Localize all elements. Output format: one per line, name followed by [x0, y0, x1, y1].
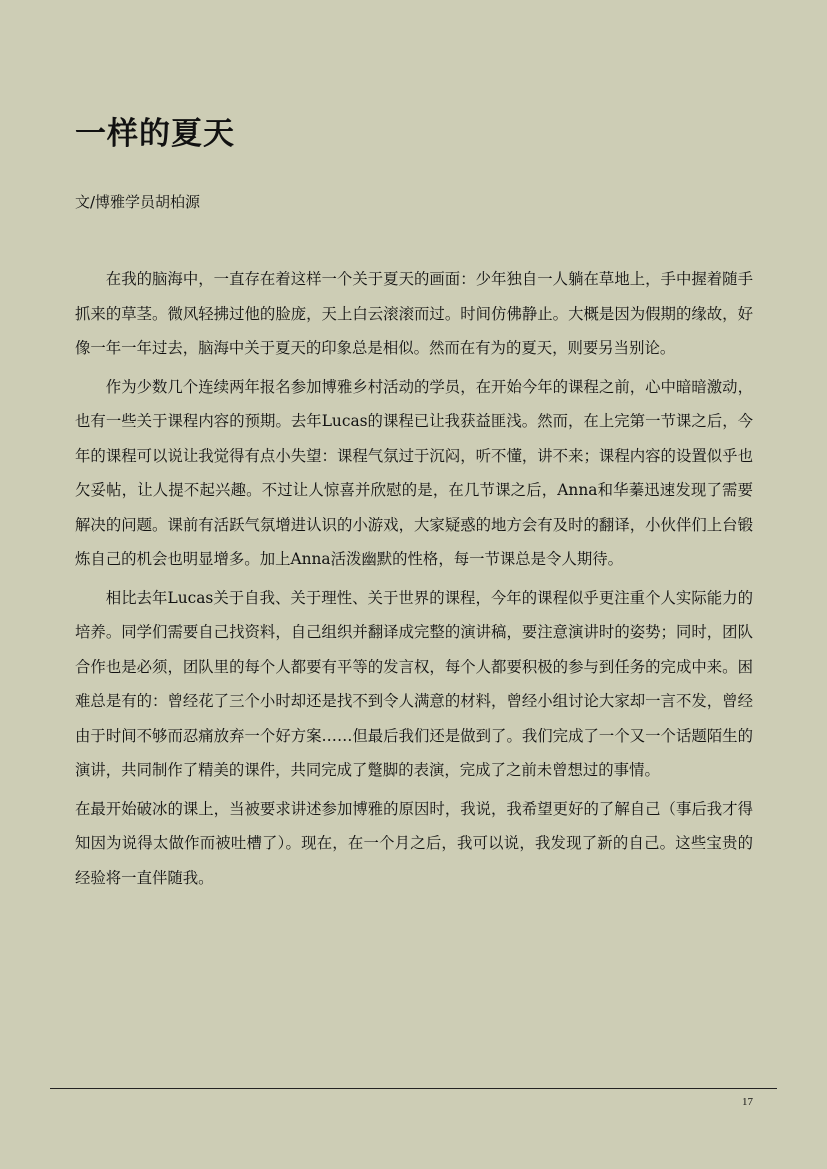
body-paragraph-3: 相比去年Lucas关于自我、关于理性、关于世界的课程，今年的课程似乎更注重个人实际能力的培养。同学们需要自己找资料，自己组织并翻译成完整的演讲稿，要注意演讲时的姿势；同时，团队合作也是必须，团队里的每个人都要有平等的发言权，每个人都要积极的参与到任务的完成中来。困难总是有的：曾经花了三个小时却还是找不到令人满意的材料，曾经小组讨论大家却一言不发，曾经由于时间不够而忍痛放弃一个好方案……但最后我们还是做到了。我们完成了一个又一个话题陌生的演讲，共同制作了精美的课件，共同完成了蹩脚的表演，完成了之前未曾想过的事情。 — [75, 588, 753, 779]
body-paragraph-2: 作为少数几个连续两年报名参加博雅乡村活动的学员，在开始今年的课程之前，心中暗暗激动，也有一些关于课程内容的预期。去年Lucas的课程已让我获益匪浅。然而，在上完第一节课之后，今年的课程可以说让我觉得有点小失望：课程气氛过于沉闷，听不懂，讲不来；课程内容的设置似乎也欠妥帖，让人提不起兴趣。不过让人惊喜并欣慰的是，在几节课之后，Anna和华蓁迅速发现了需要解决的问题。课前有活跃气氛增进认识的小游戏，大家疑惑的地方会有及时的翻译，小伙伴们上台锻炼自己的机会也明显增多。加上Anna活泼幽默的性格，每一节课总是令人期待。 — [75, 377, 753, 568]
article-title: 一样的夏天 — [75, 116, 235, 152]
body-paragraph-4: 在最开始破冰的课上，当被要求讲述参加博雅的原因时，我说，我希望更好的了解自己（事后我才得知因为说得太做作而被吐槽了）。现在，在一个月之后，我可以说，我发现了新的自己。这些宝贵的经验将一直伴随我。 — [75, 799, 753, 887]
body-paragraph-1: 在我的脑海中，一直存在着这样一个关于夏天的画面：少年独自一人躺在草地上，手中握着随手抓来的草茎。微风轻拂过他的脸庞，天上白云滚滚而过。时间仿佛静止。大概是因为假期的缘故，好像一年一年过去，脑海中关于夏天的印象总是相似。然而在有为的夏天，则要另当别论。 — [75, 270, 753, 357]
article-byline: 文/博雅学员胡柏源 — [75, 193, 201, 211]
page-number: 17 — [742, 1096, 753, 1108]
footer-divider — [50, 1088, 777, 1089]
article-body — [75, 262, 753, 895]
